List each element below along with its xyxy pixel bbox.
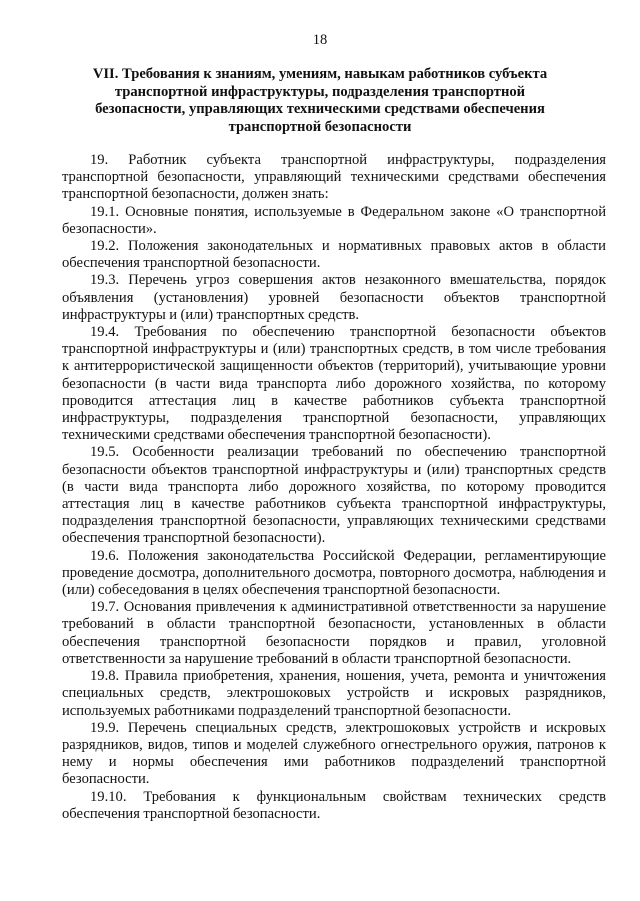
paragraph-19-10: 19.10. Требования к функциональным свойствам технических средств обеспечения транспортной безопасности.: [62, 788, 606, 822]
paragraph-19-9: 19.9. Перечень специальных средств, электрошоковых устройств и искровых разрядников, видов, типов и моделей служебного огнестрельного оружия, патронов к нему и нормы обеспечения ими работников подразделений транспортной безопасности.: [62, 719, 606, 788]
paragraph-19-3: 19.3. Перечень угроз совершения актов незаконного вмешательства, порядок объявления (установления) уровней безопасности объектов транспортной инфраструктуры и (или) транспортных средств.: [62, 272, 606, 323]
paragraph-19-6: 19.6. Положения законодательства Российской Федерации, регламентирующие проведение досмотра, дополнительного досмотра, повторного досмотра, наблюдения и (или) собеседования в целях обеспечения транспортной безопасности.: [62, 547, 606, 599]
paragraph-19-7: 19.7. Основания привлечения к административной ответственности за нарушение требований в области транспортной безопасности, установленных в области обеспечения транспортной безопасности порядков и правил, уголовной ответственности за нарушение требований в области транспортной безопасности.: [62, 599, 606, 667]
paragraph-19-1: 19.1. Основные понятия, используемые в Федеральном законе «О транспортной безопасности».: [62, 203, 606, 237]
paragraph-19: 19. Работник субъекта транспортной инфраструктуры, подразделения транспортной безопасности, управляющий техническими средствами обеспечения транспортной безопасности, должен знать:: [62, 152, 606, 203]
paragraph-19-5: 19.5. Особенности реализации требований по обеспечению транспортной безопасности объектов транспортной инфраструктуры и (или) транспортных средств (в части вида транспорта либо дорожного хозяйства, по которому проводится аттестация лиц в качестве работников субъекта транспортной инфраструктуры, подразделения транспортной безопасности, управляющих техническими средствами обеспечения транспортной безопасности).: [62, 444, 606, 547]
paragraph-19-4: 19.4. Требования по обеспечению транспортной безопасности объектов транспортной инфраструктуры и (или) транспортных средств, в том числе требования к антитеррористической защищенности объектов (территорий), учитывающие уровни безопасности (в части вида транспорта либо дорожного хозяйства, по которому проводится аттестация лиц в качестве работников субъекта транспортной инфраструктуры, подразделения транспортной безопасности, управляющих техническими средствами обеспечения транспортной безопасности).: [62, 324, 606, 444]
document-body: [62, 152, 606, 823]
paragraph-19-8: 19.8. Правила приобретения, хранения, ношения, учета, ремонта и уничтожения специальных средств, электрошоковых устройств и искровых разрядников, используемых работниками подразделений транспортной безопасности.: [62, 668, 606, 719]
page-number: 18: [312, 32, 328, 48]
section-heading: VII. Требования к знаниям, умениям, навыкам работников субъекта транспортной инфраструктуры, подразделения транспортной безопасности, управляющих техническими средствами обеспечения транспортной безопасности: [92, 66, 548, 135]
paragraph-19-2: 19.2. Положения законодательных и нормативных правовых актов в области обеспечения транспортной безопасности.: [62, 238, 606, 272]
